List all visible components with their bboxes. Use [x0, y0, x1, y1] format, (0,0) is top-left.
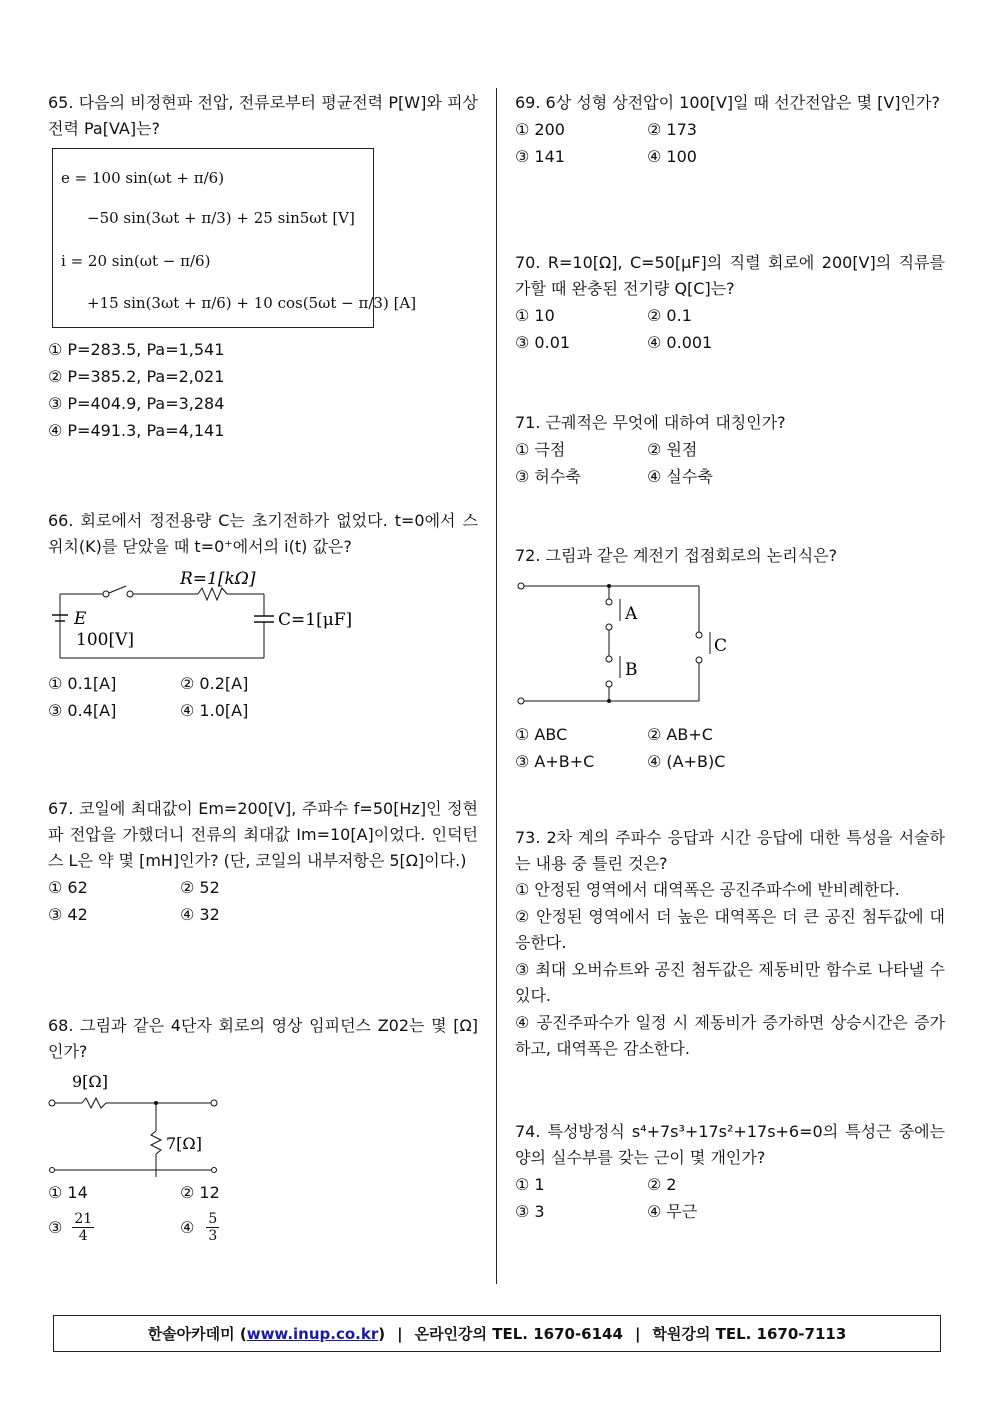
capacitor-label: C=1[μF]: [278, 610, 353, 630]
option-1[interactable]: ① 14: [48, 1183, 88, 1202]
question-text: 65. 다음의 비정현파 전압, 전류로부터 평균전력 P[W]와 피상전력 Pa[VA]는?: [48, 93, 478, 138]
option-4[interactable]: ④ 1.0[A]: [180, 701, 249, 720]
question-text: 72. 그림과 같은 계전기 접점회로의 논리식은?: [515, 546, 838, 565]
option-3[interactable]: ③ $\frac{21}{4}$: [48, 1211, 93, 1244]
option-1[interactable]: ① 10: [515, 306, 555, 325]
option-1[interactable]: ① ABC: [515, 725, 568, 744]
option-4[interactable]: ④ 100: [647, 147, 697, 166]
option-3[interactable]: ③ 42: [48, 905, 88, 924]
resistor-label: R=1[kΩ]: [180, 569, 256, 589]
option-1[interactable]: ① P=283.5, Pa=1,541: [48, 340, 225, 359]
option-2[interactable]: ② 안정된 영역에서 더 높은 대역폭은 더 큰 공진 첨두값에 대응한다.: [515, 906, 945, 952]
question-65: [48, 90, 478, 444]
question-67: [48, 796, 478, 928]
option-1[interactable]: ① 0.1[A]: [48, 674, 117, 693]
option-3[interactable]: ③ 0.01: [515, 333, 571, 352]
option-2[interactable]: ② P=385.2, Pa=2,021: [48, 367, 225, 386]
contact-a-label: A: [625, 604, 638, 624]
option-2[interactable]: ② 원점: [647, 440, 698, 459]
series-resistor-label: 9[Ω]: [72, 1072, 108, 1091]
online-lecture-phone: 온라인강의 TEL. 1670-6144: [414, 1325, 623, 1343]
option-1[interactable]: ① 200: [515, 120, 565, 139]
footer-bar: [53, 1315, 941, 1352]
option-3[interactable]: ③ A+B+C: [515, 752, 595, 771]
contact-c-label: C: [714, 636, 728, 656]
question-text: 69. 6상 성형 상전압이 100[V]일 때 선간전압은 몇 [V]인가?: [515, 93, 940, 112]
source-label: E: [74, 609, 87, 629]
academy-website-link[interactable]: www.inup.co.kr: [246, 1324, 379, 1343]
option-4[interactable]: ④ 무근: [647, 1202, 698, 1221]
option-4[interactable]: ④ (A+B)C: [647, 752, 726, 771]
option-1[interactable]: ① 62: [48, 878, 88, 897]
option-4[interactable]: ④ 0.001: [647, 333, 713, 352]
option-4[interactable]: ④ $\frac{5}{3}$: [180, 1211, 218, 1244]
option-3[interactable]: ③ 141: [515, 147, 565, 166]
equation-line: e = 100 sin(ωt + π/6): [61, 169, 225, 187]
question-text: 71. 근궤적은 무엇에 대하여 대칭인가?: [515, 413, 786, 432]
footer-separator: |: [634, 1324, 641, 1343]
question-71: [515, 410, 945, 490]
option-2[interactable]: ② 12: [180, 1183, 220, 1202]
option-4[interactable]: ④ P=491.3, Pa=4,141: [48, 421, 225, 440]
option-2[interactable]: ② 52: [180, 878, 220, 897]
contact-b-label: B: [625, 660, 638, 680]
equation-line: +15 sin(3ωt + π/6) + 10 cos(5ωt − π/3) [A]: [87, 294, 417, 312]
question-68: [48, 1013, 478, 1249]
equation-box: [52, 148, 417, 328]
question-72: [515, 543, 945, 775]
question-text: 68. 그림과 같은 4단자 회로의 영상 임피던스 Z02는 몇 [Ω]인가?: [48, 1016, 478, 1061]
option-2[interactable]: ② 173: [647, 120, 697, 139]
question-74: [515, 1119, 945, 1225]
voltage-label: 100[V]: [76, 630, 134, 650]
option-4[interactable]: ④ 실수축: [647, 467, 713, 486]
option-1[interactable]: ① 1: [515, 1175, 545, 1194]
option-3[interactable]: ③ 0.4[A]: [48, 701, 117, 720]
option-1[interactable]: ① 극점: [515, 440, 566, 459]
shunt-resistor-label: 7[Ω]: [166, 1134, 202, 1153]
question-69: [515, 90, 945, 170]
relay-contact-diagram: [515, 577, 735, 715]
question-text: 73. 2차 계의 주파수 응답과 시간 응답에 대한 특성을 서술하는 내용 중 틀린 것은?: [515, 828, 945, 873]
question-66: [48, 508, 478, 724]
question-text: 74. 특성방정식 s⁴+7s³+17s²+17s+6=0의 특성근 중에는 양의 실수부를 갖는 근이 몇 개인가?: [515, 1122, 945, 1167]
option-2[interactable]: ② 0.2[A]: [180, 674, 249, 693]
option-3[interactable]: ③ 허수축: [515, 467, 581, 486]
question-text: 70. R=10[Ω], C=50[μF]의 직렬 회로에 200[V]의 직류를 가할 때 완충된 전기량 Q[C]는?: [515, 253, 945, 298]
offline-lecture-phone: 학원강의 TEL. 1670-7113: [652, 1325, 847, 1343]
academy-name-close: ): [378, 1324, 386, 1343]
option-1[interactable]: ① 안정된 영역에서 대역폭은 공진주파수에 반비례한다.: [515, 880, 900, 899]
option-3[interactable]: ③ 최대 오버슈트와 공진 첨두값은 제동비만 함수로 나타낼 수 있다.: [515, 959, 945, 1005]
column-divider: [496, 88, 497, 1284]
rc-circuit-diagram: [48, 566, 368, 666]
question-text: 67. 코일에 최대값이 Em=200[V], 주파수 f=50[Hz]인 정현파 전압을 가했더니 전류의 최대값 Im=10[A]이었다. 인덕턴스 L은 약 몇 [mH]인가? (단, 코일의 내부저항은 5[Ω]이다.): [48, 799, 478, 870]
question-text: 66. 회로에서 정전용량 C는 초기전하가 없었다. t=0에서 스위치(K)를 닫았을 때 t=0⁺에서의 i(t) 값은?: [48, 511, 478, 556]
question-73: [515, 825, 945, 1063]
four-terminal-circuit-diagram: [48, 1065, 248, 1177]
footer-separator: |: [397, 1324, 403, 1343]
option-3[interactable]: ③ P=404.9, Pa=3,284: [48, 394, 225, 413]
equation-line: −50 sin(3ωt + π/3) + 25 sin5ωt [V]: [87, 209, 355, 227]
option-4[interactable]: ④ 공진주파수가 일정 시 제동비가 증가하면 상승시간은 증가하고, 대역폭은 감소한다.: [515, 1012, 945, 1058]
bottom-wire: [48, 1167, 248, 1173]
question-70: [515, 250, 945, 356]
option-2[interactable]: ② 0.1: [647, 306, 692, 325]
option-4[interactable]: ④ 32: [180, 905, 220, 924]
academy-name: 한솔아카데미 (: [147, 1325, 247, 1343]
option-3[interactable]: ③ 3: [515, 1202, 545, 1221]
option-2[interactable]: ② 2: [647, 1175, 677, 1194]
option-2[interactable]: ② AB+C: [647, 725, 713, 744]
equation-line: i = 20 sin(ωt − π/6): [61, 252, 211, 270]
